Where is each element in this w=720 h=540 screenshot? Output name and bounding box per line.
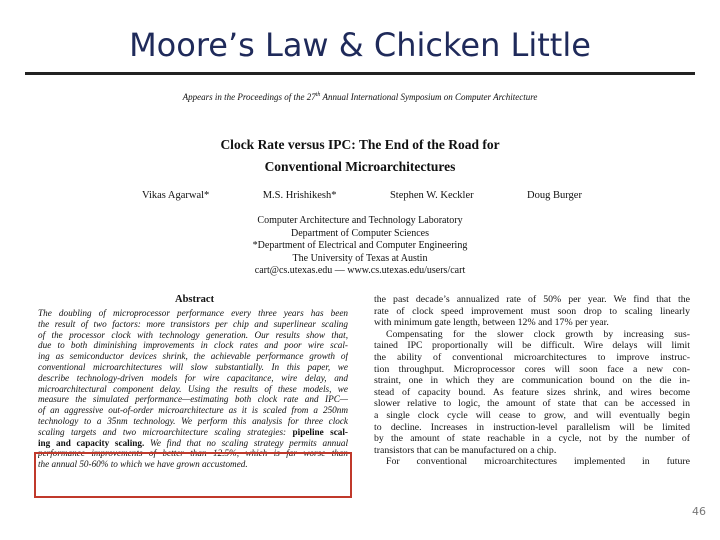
- paper-title: [30, 134, 690, 178]
- text-span: scaling targets and two microarchitecture scaling strategies:: [38, 426, 287, 437]
- text-line: For conventional microarchitectures implemented in future: [386, 456, 690, 468]
- paper-title-line-2: Conventional Microarchitectures: [264, 159, 456, 174]
- author: Stephen W. Keckler: [389, 190, 474, 201]
- text-line: technology to a 35nm technology. We perform this analysis for three clock: [38, 415, 348, 426]
- text-line: [38, 438, 348, 449]
- highlight-box: [34, 452, 352, 498]
- text-line: the result of two factors: more transistors per chip and superlinear scaling: [38, 318, 348, 329]
- text-line: tained IPC proportionally will be difficult. Wire delays will limit: [374, 340, 690, 352]
- text-line: [38, 427, 348, 438]
- paper-excerpt: [30, 80, 690, 500]
- text-line: rate of clock speed improvement must soon drop to scaling linearly: [374, 305, 690, 317]
- author-list: [142, 190, 582, 201]
- title-divider: [25, 72, 695, 75]
- text-line: of an aggressive out-of-order microarchitecture as it is scaled from a 250nm: [38, 405, 348, 416]
- abstract-right-column: [374, 294, 690, 468]
- text-line: of the processor clock with technology generation. Our results show that,: [38, 329, 348, 340]
- text-line: conventional microarchitectures will slow substantially. In this paper, we: [38, 361, 348, 372]
- text-line: measure the simulated performance—estimating both clock rate and IPC—: [38, 394, 348, 405]
- text-span: We find that no scaling strategy permits annual: [150, 437, 348, 448]
- slide-title: Moore’s Law & Chicken Little: [129, 26, 591, 64]
- author: Doug Burger: [527, 190, 582, 201]
- venue-sup: th: [315, 92, 321, 98]
- text-line: the ability of conventional microarchitectures to improve instruc-: [374, 351, 690, 363]
- affiliation-line: *Department of Electrical and Computer Engineering: [252, 240, 468, 252]
- text-line: transistors that can be manufactured on a chip.: [374, 444, 557, 456]
- text-line: tion throughput. Microprocessor cores will soon face a new con-: [374, 363, 690, 375]
- text-line: stead of capacity bound. As feature sizes shrink, and wires become: [374, 386, 690, 398]
- text-line: describe technology-driven models for wire capacitance, wire delay, and: [38, 372, 348, 383]
- text-line: microarchitectural component delay. Using the results of these models, we: [38, 383, 348, 394]
- author: M.S. Hrishikesh*: [262, 190, 337, 201]
- text-line: to decline. Increases in instruction-level parallelism will be limited: [374, 421, 690, 433]
- affiliation-block: [30, 215, 690, 278]
- text-line: Compensating for the slower clock growth by increasing sus-: [386, 328, 690, 340]
- text-line: ing as semiconductor devices shrink, the achievable performance growth of: [38, 351, 348, 362]
- text-line: slower relative to logic, the amount of state that can be accessed in: [374, 398, 690, 410]
- bold-phrase: pipeline scal-: [292, 426, 348, 437]
- text-line: the past decade’s annualized rate of 50% per year. We find that the: [374, 294, 690, 305]
- text-line: due to both diminishing improvements in clock rates and poor wire scal-: [38, 340, 348, 351]
- text-line: straint, one in which they are communication bound on the die in-: [374, 375, 690, 387]
- affiliation-line: Department of Computer Sciences: [290, 227, 429, 239]
- page-number: 46: [692, 505, 706, 518]
- text-line: by the amount of state reachable in a cycle, not by the number of: [374, 433, 690, 445]
- text-line: performance improvements of better than 12.5%, which is far worse than: [38, 448, 348, 459]
- venue-prefix: Appears in the Proceedings of the 27: [182, 92, 316, 102]
- affiliation-line: The University of Texas at Austin: [292, 252, 428, 264]
- paper-title-line-1: Clock Rate versus IPC: The End of the Road for: [220, 137, 500, 152]
- author: Vikas Agarwal*: [142, 190, 210, 201]
- text-line: the annual 50-60% to which we have grown accustomed.: [38, 459, 248, 470]
- venue-suffix: Annual International Symposium on Computer Architecture: [320, 92, 538, 102]
- text-line: a single clock cycle will cease to grow, and will eventually begin: [374, 409, 690, 421]
- abstract-left-column: [38, 308, 348, 470]
- abstract-heading: Abstract: [175, 294, 215, 305]
- paper-venue: [30, 92, 690, 102]
- affiliation-line: Computer Architecture and Technology Laboratory: [257, 215, 463, 226]
- text-line: The doubling of microprocessor performance every three years has been: [38, 308, 348, 318]
- text-line: with minimum gate length, between 12% and 17% per year.: [374, 317, 609, 329]
- bold-phrase: ing and capacity scaling.: [38, 437, 145, 448]
- affiliation-line: cart@cs.utexas.edu — www.cs.utexas.edu/users/cart: [254, 265, 466, 277]
